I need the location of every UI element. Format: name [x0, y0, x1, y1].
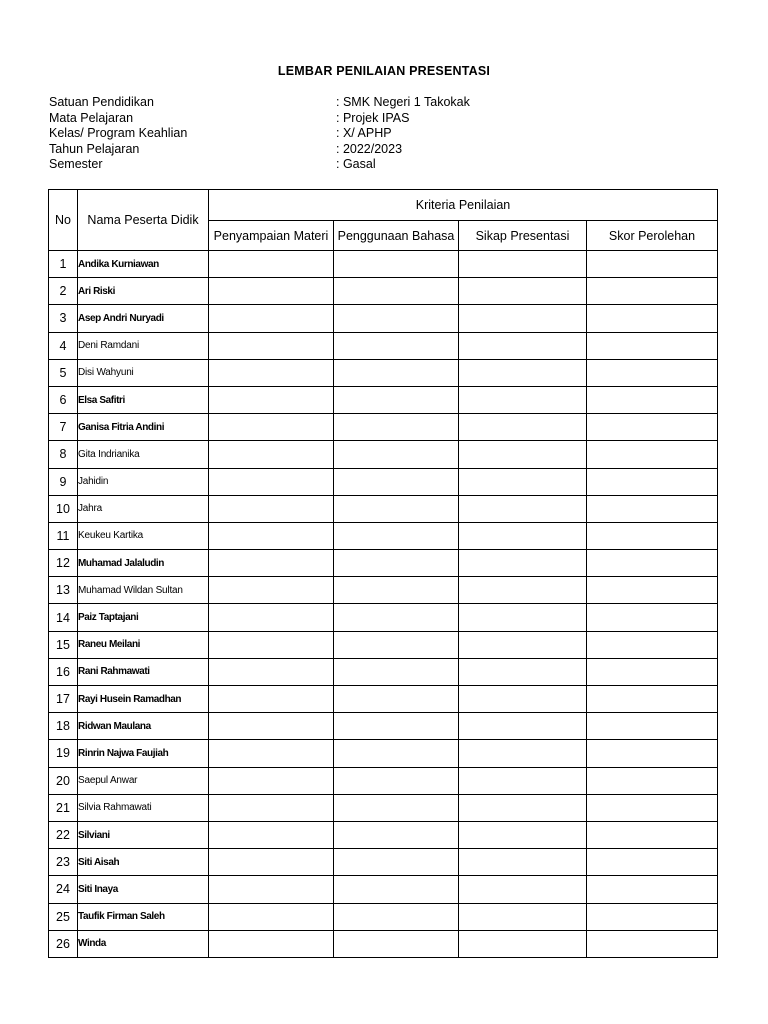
- score-cell[interactable]: [334, 386, 459, 413]
- score-cell[interactable]: [459, 767, 587, 794]
- score-cell[interactable]: [334, 686, 459, 713]
- score-cell[interactable]: [587, 305, 718, 332]
- score-cell[interactable]: [587, 359, 718, 386]
- student-name: Silviani: [78, 821, 209, 848]
- score-cell[interactable]: [209, 903, 334, 930]
- score-cell[interactable]: [334, 658, 459, 685]
- score-cell[interactable]: [459, 604, 587, 631]
- score-cell[interactable]: [459, 740, 587, 767]
- table-row: [49, 386, 718, 413]
- score-cell[interactable]: [334, 903, 459, 930]
- row-number: 1: [49, 251, 78, 278]
- score-cell[interactable]: [334, 631, 459, 658]
- row-number: 22: [49, 821, 78, 848]
- info-label: Kelas/ Program Keahlian: [49, 126, 188, 141]
- table-row: [49, 849, 718, 876]
- student-name: Taufik Firman Saleh: [78, 903, 209, 930]
- row-number: 12: [49, 550, 78, 577]
- student-name: Muhamad Jalaludin: [78, 550, 209, 577]
- row-number: 23: [49, 849, 78, 876]
- row-number: 26: [49, 930, 78, 957]
- table-row: [49, 332, 718, 359]
- table-row: [49, 495, 718, 522]
- student-name: Elsa Safitri: [78, 386, 209, 413]
- document-title: LEMBAR PENILAIAN PRESENTASI: [277, 64, 491, 78]
- score-cell[interactable]: [587, 278, 718, 305]
- score-cell[interactable]: [209, 495, 334, 522]
- row-number: 10: [49, 495, 78, 522]
- score-cell[interactable]: [587, 686, 718, 713]
- info-value: : X/ APHP: [336, 126, 392, 141]
- table-row: [49, 631, 718, 658]
- score-cell[interactable]: [587, 631, 718, 658]
- row-number: 9: [49, 468, 78, 495]
- score-cell[interactable]: [459, 278, 587, 305]
- score-cell[interactable]: [334, 740, 459, 767]
- table-row: [49, 550, 718, 577]
- score-cell[interactable]: [459, 305, 587, 332]
- score-cell[interactable]: [587, 495, 718, 522]
- score-cell[interactable]: [459, 386, 587, 413]
- row-number: 17: [49, 686, 78, 713]
- score-cell[interactable]: [587, 849, 718, 876]
- student-name: Asep Andri Nuryadi: [78, 305, 209, 332]
- student-name: Rani Rahmawati: [78, 658, 209, 685]
- score-cell[interactable]: [587, 522, 718, 549]
- score-cell[interactable]: [209, 821, 334, 848]
- table-row: [49, 821, 718, 848]
- score-cell[interactable]: [587, 821, 718, 848]
- score-cell[interactable]: [587, 767, 718, 794]
- score-cell[interactable]: [587, 441, 718, 468]
- table-row: [49, 251, 718, 278]
- info-label: Satuan Pendidikan: [49, 95, 154, 109]
- score-cell[interactable]: [334, 278, 459, 305]
- score-cell[interactable]: [459, 550, 587, 577]
- score-cell[interactable]: [334, 332, 459, 359]
- score-cell[interactable]: [209, 278, 334, 305]
- table-row: [49, 441, 718, 468]
- assessment-table: [48, 189, 718, 958]
- student-name: Saepul Anwar: [78, 767, 209, 794]
- score-cell[interactable]: [334, 604, 459, 631]
- table-row: [49, 577, 718, 604]
- score-cell[interactable]: [209, 631, 334, 658]
- row-number: 16: [49, 658, 78, 685]
- row-number: 20: [49, 767, 78, 794]
- score-cell[interactable]: [587, 550, 718, 577]
- info-value: : 2022/2023: [336, 141, 403, 156]
- score-cell[interactable]: [334, 930, 459, 957]
- score-cell[interactable]: [587, 604, 718, 631]
- score-cell[interactable]: [587, 658, 718, 685]
- student-name: Silvia Rahmawati: [78, 794, 209, 821]
- score-cell[interactable]: [334, 305, 459, 332]
- score-cell[interactable]: [459, 821, 587, 848]
- row-number: 3: [49, 305, 78, 332]
- score-cell[interactable]: [209, 713, 334, 740]
- score-cell[interactable]: [587, 332, 718, 359]
- score-cell[interactable]: [209, 414, 334, 441]
- table-row: [49, 740, 718, 767]
- row-number: 14: [49, 604, 78, 631]
- table-row: [49, 930, 718, 957]
- student-name: Paiz Taptajani: [78, 604, 209, 631]
- student-name: Winda: [78, 930, 209, 957]
- row-number: 21: [49, 794, 78, 821]
- score-cell[interactable]: [209, 876, 334, 903]
- score-cell[interactable]: [209, 686, 334, 713]
- score-cell[interactable]: [459, 577, 587, 604]
- score-cell[interactable]: [334, 577, 459, 604]
- header-criteria-group: Kriteria Penilaian: [209, 190, 718, 221]
- score-cell[interactable]: [587, 577, 718, 604]
- score-cell[interactable]: [334, 441, 459, 468]
- score-cell[interactable]: [209, 930, 334, 957]
- score-cell[interactable]: [587, 740, 718, 767]
- row-number: 7: [49, 414, 78, 441]
- student-name: Andika Kurniawan: [78, 251, 209, 278]
- header-student-name: Nama Peserta Didik: [78, 190, 209, 251]
- score-cell[interactable]: [459, 332, 587, 359]
- info-row-subject: [49, 111, 729, 127]
- row-number: 25: [49, 903, 78, 930]
- score-cell[interactable]: [459, 441, 587, 468]
- header-no: No: [49, 190, 78, 251]
- score-cell[interactable]: [459, 930, 587, 957]
- table-row: [49, 359, 718, 386]
- score-cell[interactable]: [209, 577, 334, 604]
- info-label: Tahun Pelajaran: [49, 141, 140, 156]
- info-value: : Gasal: [336, 157, 376, 172]
- student-rows: [49, 251, 718, 958]
- header-criterion: Skor Perolehan: [587, 221, 718, 251]
- score-cell[interactable]: [459, 713, 587, 740]
- score-cell[interactable]: [587, 930, 718, 957]
- score-cell[interactable]: [209, 468, 334, 495]
- info-value: : Projek IPAS: [336, 110, 410, 125]
- info-row-semester: [49, 157, 729, 173]
- score-cell[interactable]: [334, 550, 459, 577]
- table-row: [49, 604, 718, 631]
- score-cell[interactable]: [459, 686, 587, 713]
- table-row: [49, 468, 718, 495]
- score-cell[interactable]: [587, 251, 718, 278]
- row-number: 6: [49, 386, 78, 413]
- student-name: Raneu Meilani: [78, 631, 209, 658]
- score-cell[interactable]: [587, 794, 718, 821]
- info-row-school: [49, 95, 729, 111]
- student-name: Rayi Husein Ramadhan: [78, 686, 209, 713]
- score-cell[interactable]: [459, 876, 587, 903]
- score-cell[interactable]: [209, 658, 334, 685]
- student-name: Jahidin: [78, 468, 209, 495]
- score-cell[interactable]: [334, 794, 459, 821]
- student-name: Muhamad Wildan Sultan: [78, 577, 209, 604]
- student-name: Deni Ramdani: [78, 332, 209, 359]
- info-value: : SMK Negeri 1 Takokak: [336, 95, 470, 109]
- student-name: Keukeu Kartika: [78, 522, 209, 549]
- score-cell[interactable]: [587, 386, 718, 413]
- student-name: Disi Wahyuni: [78, 359, 209, 386]
- score-cell[interactable]: [209, 332, 334, 359]
- table-row: [49, 278, 718, 305]
- score-cell[interactable]: [587, 414, 718, 441]
- score-cell[interactable]: [209, 441, 334, 468]
- score-cell[interactable]: [209, 767, 334, 794]
- row-number: 24: [49, 876, 78, 903]
- score-cell[interactable]: [334, 713, 459, 740]
- row-number: 4: [49, 332, 78, 359]
- score-cell[interactable]: [209, 522, 334, 549]
- score-cell[interactable]: [587, 903, 718, 930]
- score-cell[interactable]: [459, 495, 587, 522]
- table-row: [49, 658, 718, 685]
- table-row: [49, 794, 718, 821]
- table-row: [49, 305, 718, 332]
- row-number: 18: [49, 713, 78, 740]
- student-name: Siti Inaya: [78, 876, 209, 903]
- score-cell[interactable]: [209, 740, 334, 767]
- row-number: 11: [49, 522, 78, 549]
- header-criterion: Sikap Presentasi: [459, 221, 587, 251]
- row-number: 15: [49, 631, 78, 658]
- info-block: [49, 95, 729, 173]
- score-cell[interactable]: [334, 522, 459, 549]
- header-criterion: Penyampaian Materi: [209, 221, 334, 251]
- student-name: Ganisa Fitria Andini: [78, 414, 209, 441]
- score-cell[interactable]: [334, 876, 459, 903]
- student-name: Ari Riski: [78, 278, 209, 305]
- student-name: Rinrin Najwa Faujiah: [78, 740, 209, 767]
- score-cell[interactable]: [209, 386, 334, 413]
- table-row: [49, 414, 718, 441]
- score-cell[interactable]: [334, 495, 459, 522]
- score-cell[interactable]: [334, 821, 459, 848]
- score-cell[interactable]: [334, 251, 459, 278]
- score-cell[interactable]: [334, 767, 459, 794]
- score-cell[interactable]: [459, 522, 587, 549]
- table-row: [49, 713, 718, 740]
- table-row: [49, 876, 718, 903]
- score-cell[interactable]: [459, 468, 587, 495]
- student-name: Jahra: [78, 495, 209, 522]
- table-row: [49, 686, 718, 713]
- score-cell[interactable]: [587, 876, 718, 903]
- row-number: 13: [49, 577, 78, 604]
- info-row-class: [49, 126, 729, 142]
- score-cell[interactable]: [459, 794, 587, 821]
- table-row: [49, 522, 718, 549]
- score-cell[interactable]: [587, 713, 718, 740]
- score-cell[interactable]: [209, 359, 334, 386]
- student-name: Ridwan Maulana: [78, 713, 209, 740]
- row-number: 8: [49, 441, 78, 468]
- header-criterion: Penggunaan Bahasa: [334, 221, 459, 251]
- info-label: Mata Pelajaran: [49, 110, 134, 125]
- student-name: Siti Aisah: [78, 849, 209, 876]
- row-number: 19: [49, 740, 78, 767]
- score-cell[interactable]: [459, 414, 587, 441]
- score-cell[interactable]: [334, 468, 459, 495]
- table-row: [49, 767, 718, 794]
- score-cell[interactable]: [459, 251, 587, 278]
- score-cell[interactable]: [209, 550, 334, 577]
- score-cell[interactable]: [209, 305, 334, 332]
- score-cell[interactable]: [209, 794, 334, 821]
- score-cell[interactable]: [334, 359, 459, 386]
- info-row-year: [49, 142, 729, 158]
- score-cell[interactable]: [459, 631, 587, 658]
- score-cell[interactable]: [459, 903, 587, 930]
- score-cell[interactable]: [209, 849, 334, 876]
- table-row: [49, 903, 718, 930]
- score-cell[interactable]: [459, 849, 587, 876]
- row-number: 2: [49, 278, 78, 305]
- info-label: Semester: [49, 157, 103, 172]
- score-cell[interactable]: [209, 604, 334, 631]
- row-number: 5: [49, 359, 78, 386]
- score-cell[interactable]: [209, 251, 334, 278]
- score-cell[interactable]: [334, 849, 459, 876]
- score-cell[interactable]: [459, 658, 587, 685]
- student-name: Gita Indrianika: [78, 441, 209, 468]
- score-cell[interactable]: [334, 414, 459, 441]
- score-cell[interactable]: [587, 468, 718, 495]
- score-cell[interactable]: [459, 359, 587, 386]
